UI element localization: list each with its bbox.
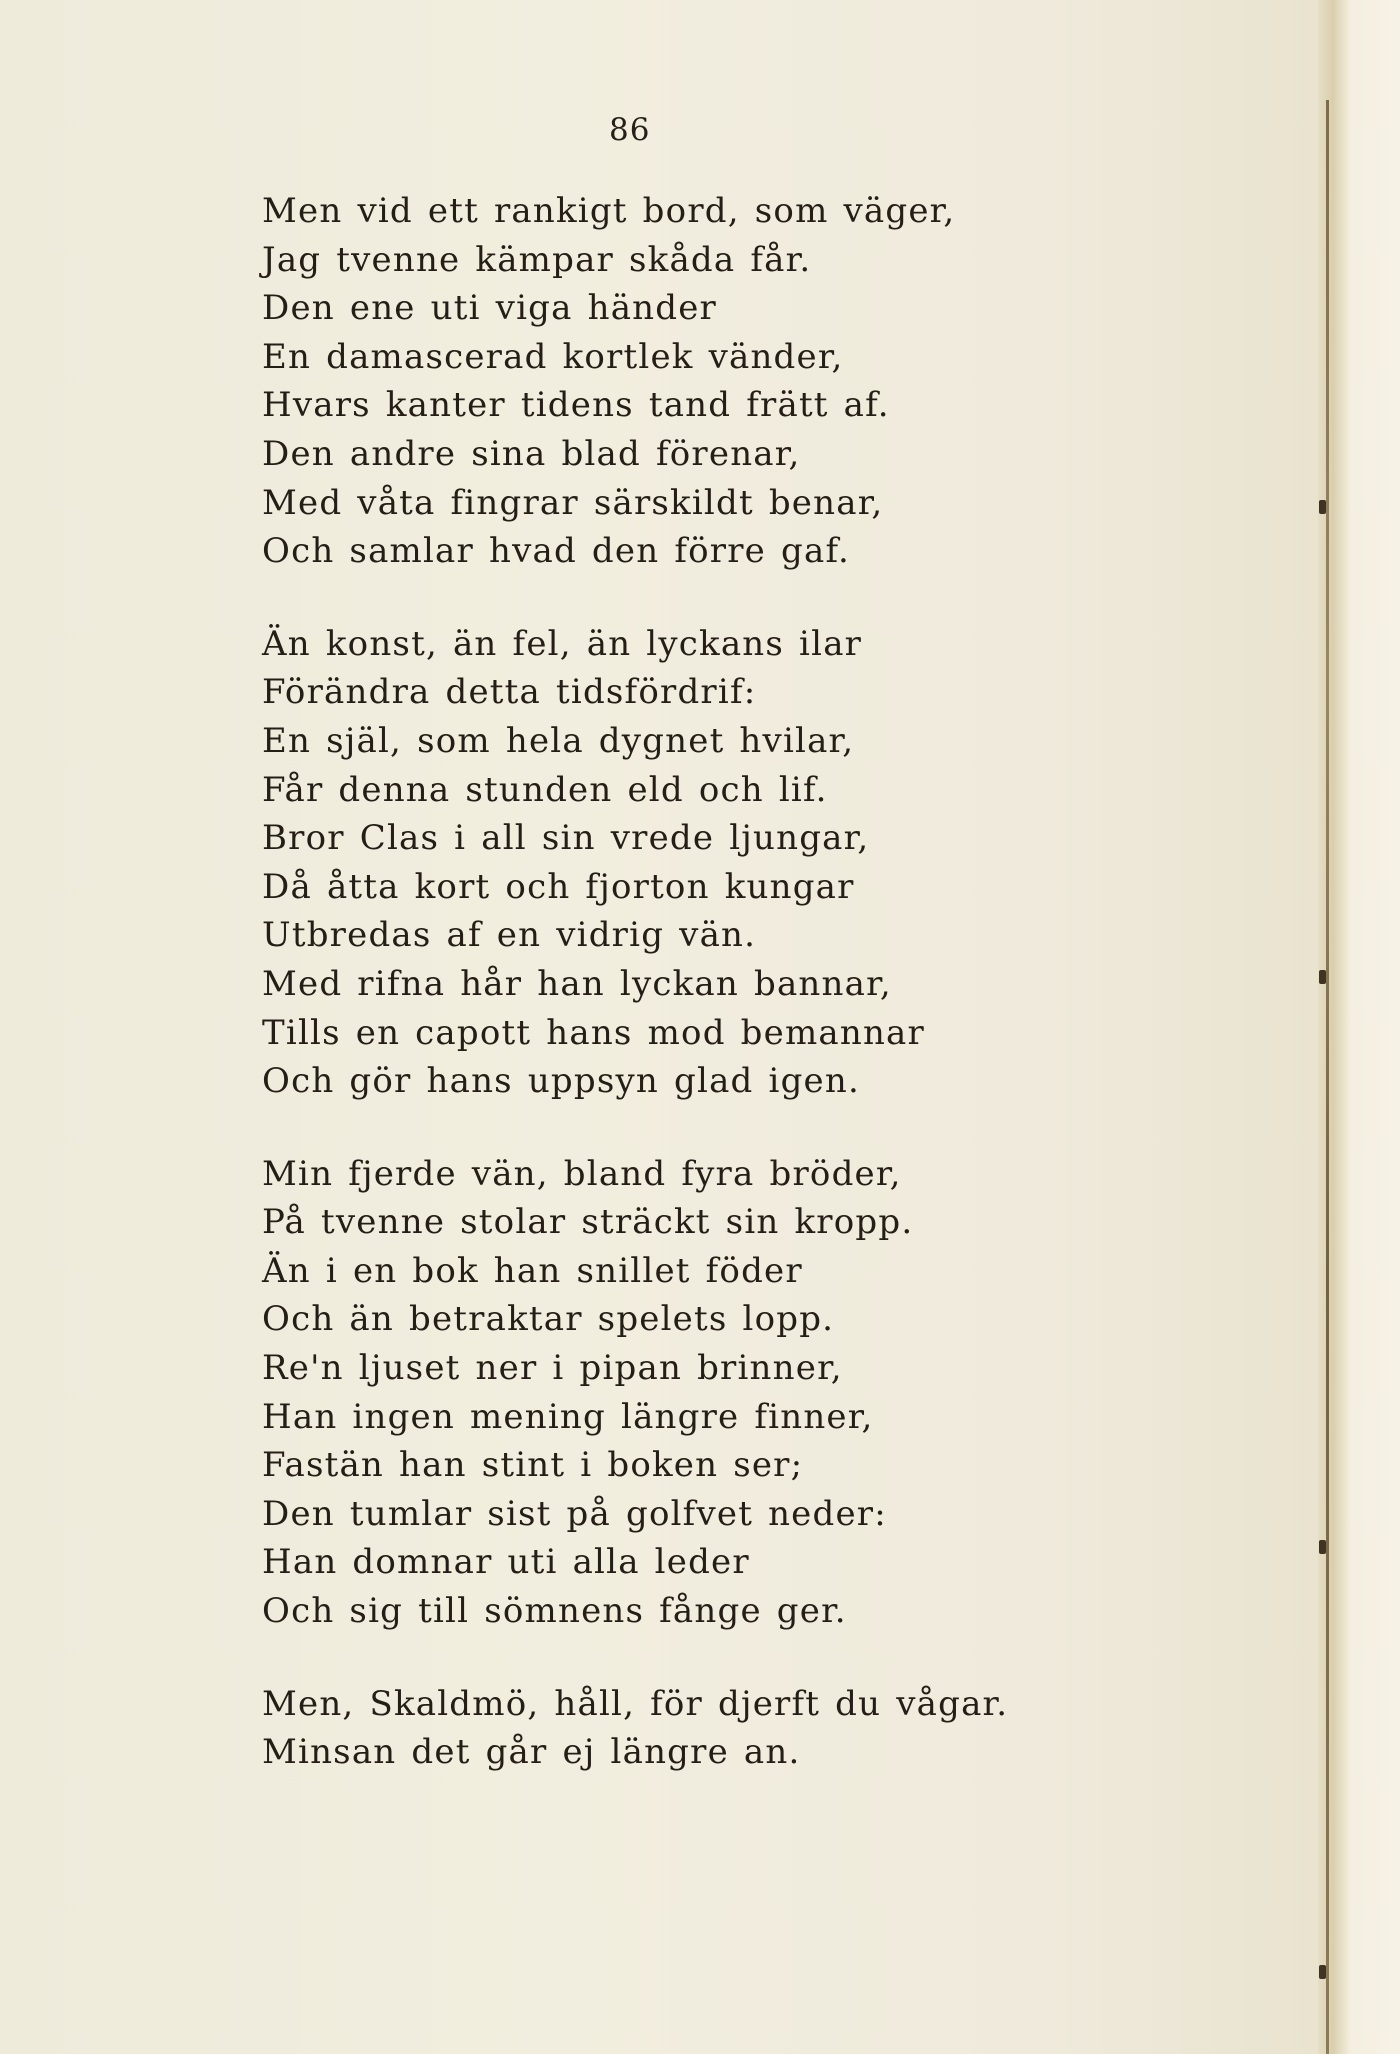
poem-line: Men vid ett rankigt bord, som väger, [262, 191, 956, 231]
poem-line: Med rifna hår han lyckan bannar, [262, 963, 892, 1004]
poem-line: Och gör hans uppsyn glad igen. [262, 1061, 860, 1102]
poem-line: Den ene uti viga händer [262, 288, 718, 329]
poem-line: Men, Skaldmö, håll, för djerft du vågar. [262, 1683, 1009, 1724]
poem-line: Han ingen mening längre finner, [262, 1396, 874, 1437]
poem-line: Än i en bok han snillet föder [262, 1250, 803, 1291]
poem-line: Och sig till sömnens fånge ger. [262, 1591, 847, 1632]
stanza-2 [262, 620, 1302, 1106]
poem-text [262, 187, 1302, 1777]
poem-line: Min fjerde vän, bland fyra bröder, [262, 1153, 902, 1194]
binding-stitch [1319, 1540, 1326, 1554]
binding-edge [1326, 100, 1329, 2054]
poem-line: Den tumlar sist på golfvet neder: [262, 1493, 887, 1534]
poem-line: På tvenne stolar sträckt sin kropp. [262, 1202, 914, 1243]
binding-stitch [1319, 1965, 1326, 1979]
poem-line: Tills en capott hans mod bemannar [262, 1012, 925, 1053]
poem-line: Får denna stunden eld och lif. [262, 769, 828, 810]
poem-line: Med våta fingrar särskildt benar, [262, 482, 884, 523]
poem-line: Då åtta kort och fjorton kungar [262, 866, 855, 907]
poem-line: Fastän han stint i boken ser; [262, 1445, 804, 1486]
poem-line: Förändra detta tidsfördrif: [262, 672, 757, 713]
poem-line: Hvars kanter tidens tand frätt af. [262, 385, 890, 426]
binding-stitch [1319, 500, 1326, 514]
poem-line: Utbredas af en vidrig vän. [262, 915, 757, 956]
binding-gutter [1318, 0, 1400, 2054]
poem-line: Och än betraktar spelets lopp. [262, 1299, 835, 1340]
page-number: 86 [609, 112, 651, 148]
binding-stitch [1319, 970, 1326, 984]
poem-line: Den andre sina blad förenar, [262, 433, 801, 474]
poem-line: Och samlar hvad den förre gaf. [262, 531, 851, 572]
stanza-1 [262, 187, 1302, 576]
poem-line: En damascerad kortlek vänder, [262, 336, 844, 377]
poem-line: Jag tvenne kämpar skåda får. [262, 239, 812, 280]
stanza-4 [262, 1680, 1302, 1777]
poem-line: Än konst, än fel, än lyckans ilar [262, 623, 863, 664]
poem-line: Bror Clas i all sin vrede ljungar, [262, 818, 870, 859]
poem-line: Minsan det går ej längre an. [262, 1732, 801, 1773]
poem-line: Han domnar uti alla leder [262, 1542, 750, 1583]
poem-line: Re'n ljuset ner i pipan brinner, [262, 1348, 843, 1389]
stanza-3 [262, 1150, 1302, 1636]
poem-line: En själ, som hela dygnet hvilar, [262, 720, 855, 761]
